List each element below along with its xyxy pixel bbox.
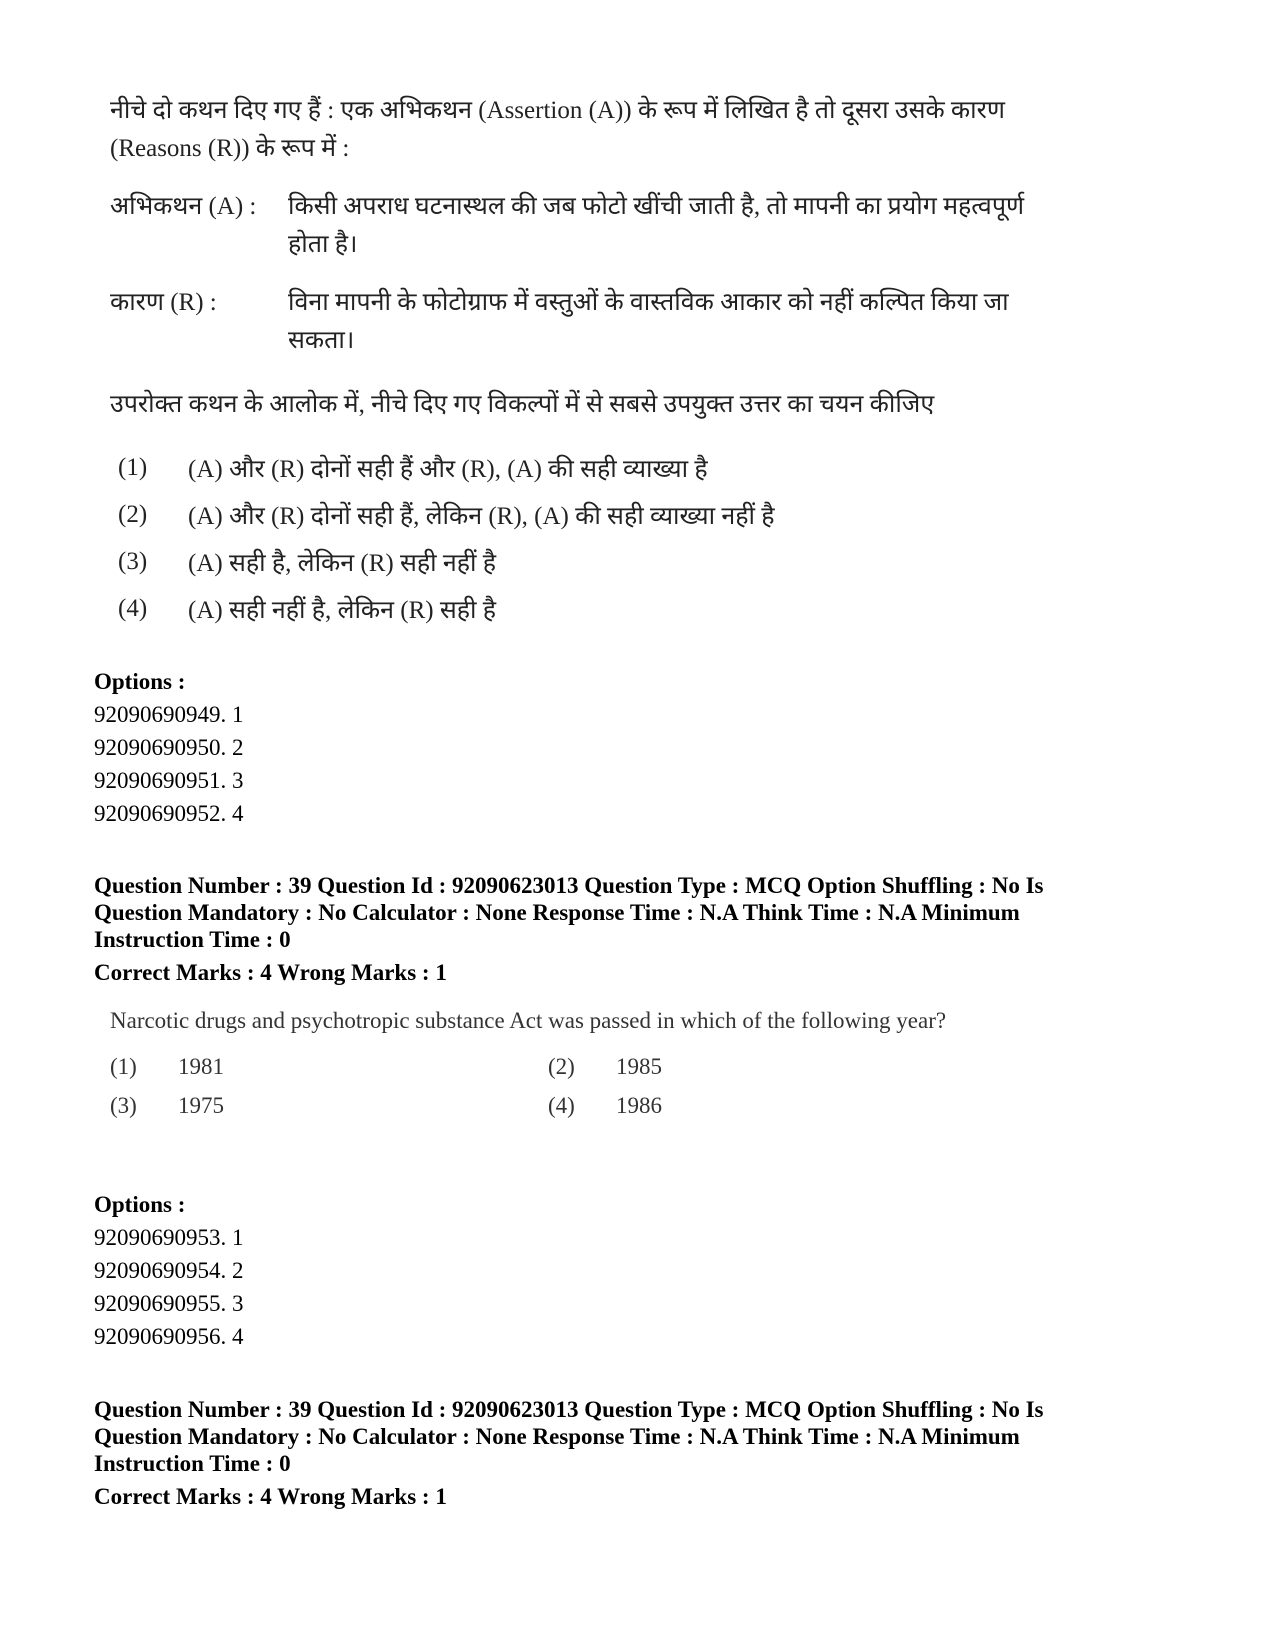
hindi-question-block — [110, 92, 1070, 632]
metadata-line: Instruction Time : 0 — [94, 927, 291, 952]
list-item — [548, 1053, 986, 1080]
options-heading: Options : — [94, 1192, 186, 1217]
options-block-1 — [94, 665, 244, 830]
option-text: 1986 — [616, 1092, 662, 1118]
list-item — [110, 1092, 548, 1119]
question-intro: नीचे दो कथन दिए गए हैं : एक अभिकथन (Assertion (A)) के रूप में लिखित है तो दूसरा उसके कारण (Reasons (R)) के रूप में : — [110, 97, 1005, 162]
marks-line: Correct Marks : 4 Wrong Marks : 1 — [94, 1484, 447, 1509]
option-number: (3) — [110, 1092, 137, 1118]
option-id-line: 92090690954. 2 — [94, 1258, 244, 1283]
option-number: (2) — [548, 1053, 575, 1079]
assertion-label: अभिकथन (A) : — [110, 193, 257, 220]
option-text: (A) सही नहीं है, लेकिन (R) सही है — [188, 596, 497, 624]
reason-label: कारण (R) : — [110, 289, 217, 316]
option-text: (A) और (R) दोनों सही हैं, लेकिन (R), (A) की सही व्याख्या नहीं है — [188, 502, 775, 530]
metadata-line: Question Number : 39 Question Id : 92090623013 Question Type : MCQ Option Shuffling : No Is — [94, 1397, 1044, 1422]
english-option-grid — [110, 1053, 1030, 1119]
list-item — [548, 1092, 986, 1119]
options-block-2 — [94, 1188, 244, 1353]
option-text: (A) और (R) दोनों सही हैं और (R), (A) की सही व्याख्या है — [188, 455, 708, 483]
reason-statement — [110, 284, 1070, 360]
option-id-line: 92090690953. 1 — [94, 1225, 244, 1250]
list-item — [110, 491, 1070, 538]
option-number: (3) — [118, 547, 148, 575]
english-question-block — [110, 1006, 1030, 1119]
assertion-text: किसी अपराध घटनास्थल की जब फोटो खींची जाती है, तो मापनी का प्रयोग महत्वपूर्ण होता है। — [288, 193, 1025, 258]
option-id-line: 92090690949. 1 — [94, 702, 244, 727]
option-number: (1) — [118, 453, 148, 481]
option-id-line: 92090690955. 3 — [94, 1291, 244, 1316]
question-text: Narcotic drugs and psychotropic substance Act was passed in which of the following year? — [110, 1008, 947, 1033]
list-item — [110, 538, 1070, 585]
metadata-line: Question Mandatory : No Calculator : None Response Time : N.A Think Time : N.A Minimum — [94, 1424, 1020, 1449]
assertion-statement — [110, 188, 1070, 264]
option-id-line: 92090690951. 3 — [94, 768, 244, 793]
reason-text: विना मापनी के फोटोग्राफ में वस्तुओं के वास्तविक आकार को नहीं कल्पित किया जा सकता। — [288, 289, 1009, 354]
option-id-line: 92090690952. 4 — [94, 801, 244, 826]
option-text: 1985 — [616, 1053, 662, 1079]
question-instruction: उपरोक्त कथन के आलोक में, नीचे दिए गए विकल्पों में से सबसे उपयुक्त उत्तर का चयन कीजिए — [110, 391, 935, 418]
option-number: (4) — [548, 1092, 575, 1118]
metadata-line: Question Mandatory : No Calculator : None Response Time : N.A Think Time : N.A Minimum — [94, 900, 1020, 925]
option-id-line: 92090690950. 2 — [94, 735, 244, 760]
options-heading: Options : — [94, 669, 186, 694]
option-text: 1975 — [178, 1092, 224, 1118]
option-number: (4) — [118, 594, 148, 622]
list-item — [110, 1053, 548, 1080]
option-text: (A) सही है, लेकिन (R) सही नहीं है — [188, 549, 497, 577]
list-item — [110, 585, 1070, 632]
list-item — [110, 444, 1070, 491]
option-text: 1981 — [178, 1053, 224, 1079]
metadata-line: Question Number : 39 Question Id : 92090623013 Question Type : MCQ Option Shuffling : No Is — [94, 873, 1044, 898]
option-number: (1) — [110, 1053, 137, 1079]
question-metadata-2 — [94, 1396, 1194, 1510]
marks-line: Correct Marks : 4 Wrong Marks : 1 — [94, 960, 447, 985]
question-metadata-1 — [94, 872, 1194, 986]
hindi-option-list — [110, 444, 1070, 632]
option-number: (2) — [118, 500, 148, 528]
option-id-line: 92090690956. 4 — [94, 1324, 244, 1349]
metadata-line: Instruction Time : 0 — [94, 1451, 291, 1476]
